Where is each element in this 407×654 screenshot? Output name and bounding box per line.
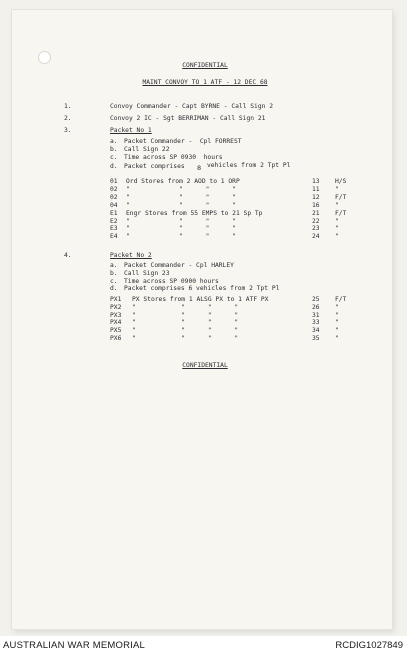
vehicle-row-type: ": [335, 327, 339, 335]
packet-1-heading: Packet No 1: [110, 127, 152, 134]
vehicle-row-id: PX4: [110, 319, 122, 327]
vehicle-row-type: ": [335, 311, 339, 319]
packet-1-detail-text: Time across SP 0930 hours: [124, 154, 223, 162]
archive-footer: [0, 636, 407, 654]
vehicle-row-type: ": [335, 185, 339, 193]
vehicle-row-description: " " " ": [126, 193, 236, 201]
packet-2-heading: Packet No 2: [110, 252, 152, 259]
vehicle-row-call-sign: 23: [312, 225, 320, 233]
vehicle-row-call-sign: 34: [312, 327, 320, 335]
vehicle-row-id: PX1: [110, 296, 122, 303]
packet-1-detail-text: Packet comprises: [124, 162, 185, 170]
vehicle-row-description: " " " ": [126, 185, 236, 193]
packet-1-detail-letter: a.: [110, 138, 118, 145]
vehicle-row-id: 02: [110, 185, 118, 193]
vehicle-row-call-sign: 26: [312, 303, 320, 311]
packet-2-detail-letter: d.: [110, 285, 118, 293]
packet-2-detail-text: Time across SP 0900 hours: [124, 277, 219, 285]
vehicle-row-description: Engr Stores from 55 EMPS to 21 Sp Tp: [126, 209, 263, 217]
vehicle-row-description: Ord Stores from 2 AOD to 1 ORP: [126, 178, 240, 185]
packet-2-detail-letter: b.: [110, 269, 118, 277]
vehicle-row-id: PX2: [110, 303, 122, 311]
vehicle-row-description: " " " ": [132, 327, 239, 335]
footer-classification: CONFIDENTIAL: [182, 362, 228, 369]
vehicle-row-call-sign: 13: [312, 178, 320, 185]
vehicle-row-call-sign: 24: [312, 233, 320, 241]
vehicle-row-description: " " " ": [126, 233, 236, 241]
packet-2-detail-letter: c.: [110, 277, 118, 285]
vehicle-row-type: F/T: [335, 193, 347, 201]
packet-2-detail-letter: a.: [110, 262, 118, 269]
vehicle-row-call-sign: 31: [312, 311, 320, 319]
item-3-number: 3.: [64, 127, 72, 134]
vehicle-row-id: E1: [110, 209, 118, 217]
vehicle-row-description: " " " ": [126, 217, 236, 225]
vehicle-row-call-sign: 33: [312, 319, 320, 327]
vehicle-row-id: E4: [110, 233, 118, 241]
vehicle-row-description: " " " ": [126, 201, 236, 209]
vehicle-row-type: ": [335, 201, 339, 209]
vehicle-row-call-sign: 16: [312, 201, 320, 209]
packet-2-detail-text: Call Sign 23: [124, 269, 170, 277]
item-4-number: 4.: [64, 252, 72, 259]
item-2-number: 2.: [64, 115, 72, 122]
vehicle-row-id: 04: [110, 201, 118, 209]
packet-2-detail-text: Packet Commander - Cpl HARLEY: [124, 262, 234, 269]
vehicle-row-call-sign: 25: [312, 296, 320, 303]
vehicle-row-description: PX Stores from 1 ALSG PX to 1 ATF PX: [132, 296, 269, 303]
vehicle-row-description: " " " ": [132, 319, 239, 327]
vehicle-row-type: ": [335, 233, 339, 241]
vehicle-row-id: PX6: [110, 335, 122, 342]
vehicle-row-type: ": [335, 225, 339, 233]
institution-name: AUSTRALIAN WAR MEMORIAL: [3, 640, 146, 651]
vehicle-row-call-sign: 22: [312, 217, 320, 225]
packet-2-detail-text: Packet comprises 6 vehicles from 2 Tpt Pl: [124, 285, 280, 293]
punch-hole: [38, 51, 51, 64]
packet-1-detail-letter: d.: [110, 162, 118, 170]
vehicle-row-id: PX5: [110, 327, 122, 335]
packet-1-detail-letter: b.: [110, 146, 118, 154]
header-classification: CONFIDENTIAL: [182, 62, 228, 69]
vehicle-row-call-sign: 11: [312, 185, 320, 193]
vehicle-row-type: ": [335, 217, 339, 225]
document-title: MAINT CONVOY TO 1 ATF - 12 DEC 68: [142, 79, 268, 86]
vehicle-row-type: ": [335, 335, 339, 342]
vehicle-row-id: 01: [110, 178, 118, 185]
packet-1-detail-text: Packet Commander - Cpl FORREST: [124, 138, 242, 145]
vehicle-row-description: " " " ": [126, 225, 236, 233]
vehicle-row-id: E3: [110, 225, 118, 233]
packet-1-detail-text: Call Sign 22: [124, 146, 170, 154]
vehicle-row-call-sign: 35: [312, 335, 320, 342]
record-id: RCDIG1027849: [335, 640, 403, 651]
vehicle-row-type: F/T: [335, 296, 347, 303]
item-2-text: Convoy 2 IC - Sgt BERRIMAN - Call Sign 21: [110, 115, 266, 122]
vehicle-row-id: E2: [110, 217, 118, 225]
vehicle-row-call-sign: 21: [312, 209, 320, 217]
vehicle-row-type: H/S: [335, 178, 347, 185]
packet-1-vehicle-count: 8: [197, 164, 202, 172]
vehicle-row-type: F/T: [335, 209, 347, 217]
vehicle-row-type: ": [335, 303, 339, 311]
vehicle-row-id: PX3: [110, 311, 122, 319]
packet-1-detail-letter: c.: [110, 154, 118, 162]
vehicle-row-type: ": [335, 319, 339, 327]
vehicle-row-id: 02: [110, 193, 118, 201]
vehicle-row-call-sign: 12: [312, 193, 320, 201]
vehicle-row-description: " " " ": [132, 311, 239, 319]
item-1-number: 1.: [64, 103, 72, 110]
packet-1-vehicle-source: vehicles from 2 Tpt Pl: [207, 162, 291, 169]
vehicle-row-description: " " " ": [132, 303, 239, 311]
vehicle-row-description: " " " ": [132, 335, 239, 342]
item-1-text: Convoy Commander - Capt BYRNE - Call Sign 2: [110, 103, 274, 110]
